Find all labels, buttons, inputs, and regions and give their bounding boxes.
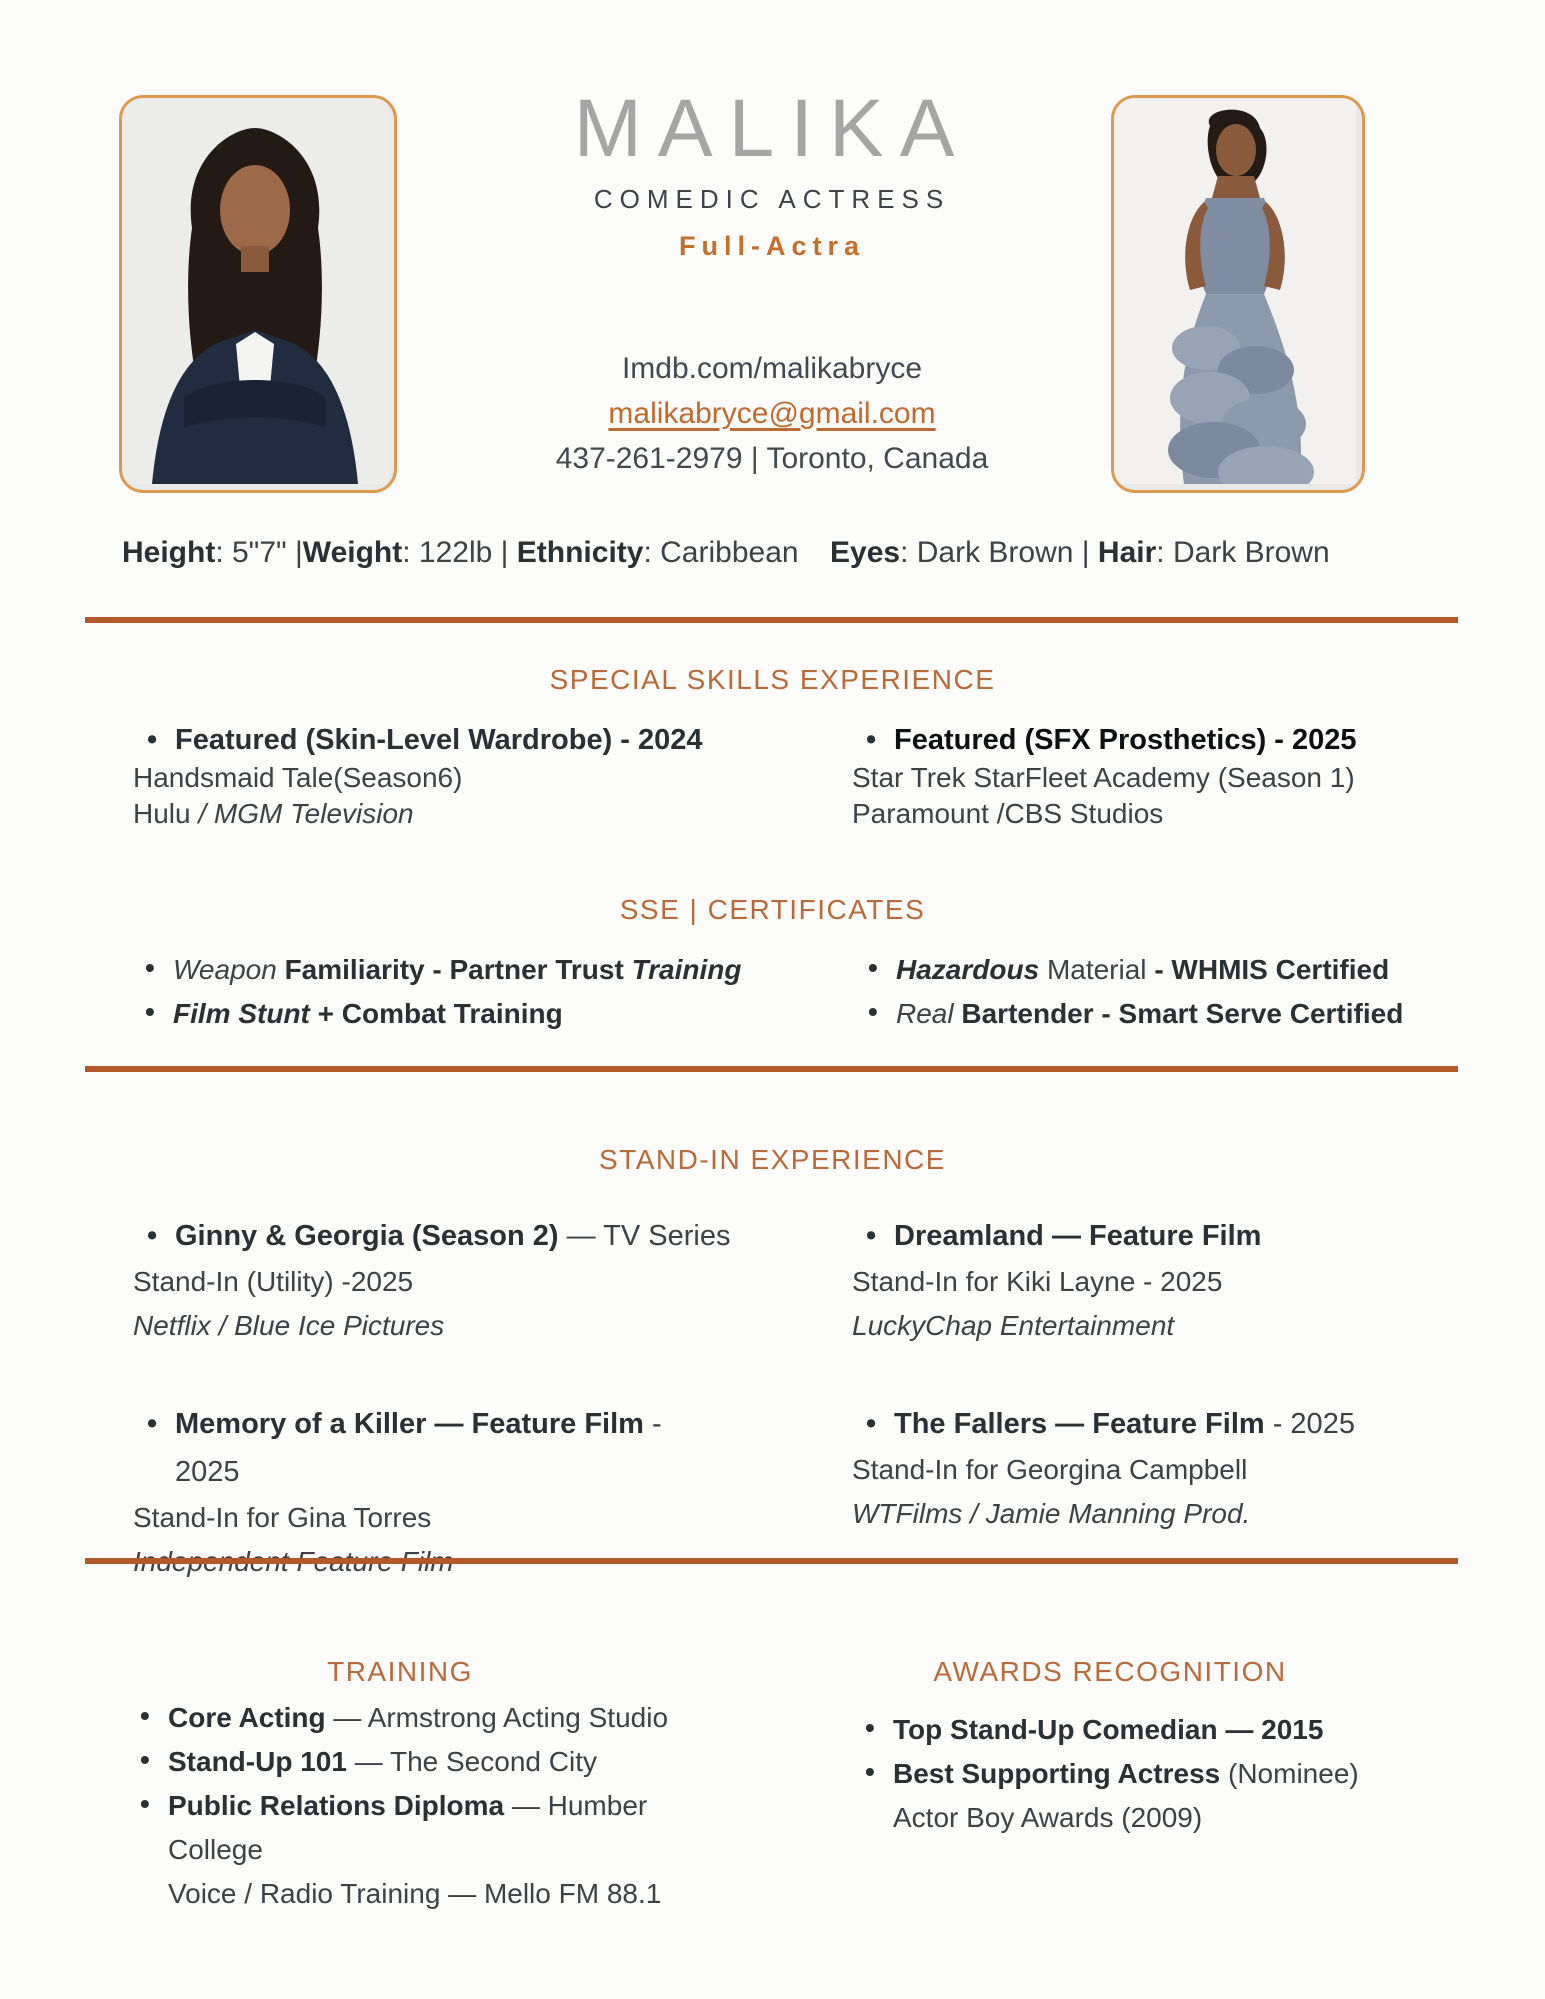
credit-entry bbox=[133, 1400, 733, 1584]
credit-line: Paramount /CBS Studios bbox=[852, 798, 1164, 829]
certificate-item: • Hazardous Material - WHMIS Certified bbox=[848, 948, 1468, 992]
credit-title: • Dreamland — Feature Film bbox=[852, 1212, 1452, 1260]
credit-entry bbox=[133, 720, 733, 832]
section-title-special-skills: SPECIAL SKILLS EXPERIENCE bbox=[549, 664, 996, 695]
credit-line: Stand-In for Georgina Campbell bbox=[852, 1454, 1248, 1485]
gown-photo bbox=[1111, 95, 1365, 493]
divider-middle bbox=[85, 1066, 1458, 1072]
award-item: • Top Stand-Up Comedian — 2015 bbox=[845, 1708, 1465, 1752]
credit-title: • Ginny & Georgia (Season 2) — TV Series bbox=[133, 1212, 733, 1260]
credit-line: Netflix / Blue Ice Pictures bbox=[133, 1310, 445, 1341]
section-title-standin: STAND-IN EXPERIENCE bbox=[599, 1144, 946, 1175]
credit-title: • Memory of a Killer — Feature Film - 2025 bbox=[133, 1400, 733, 1496]
union-status: Full-Actra bbox=[678, 231, 865, 261]
credit-line: WTFilms / Jamie Manning Prod. bbox=[852, 1498, 1251, 1529]
headshot-photo bbox=[119, 95, 397, 493]
credit-line: Handsmaid Tale(Season6) bbox=[133, 762, 463, 793]
credit-line: Star Trek StarFleet Academy (Season 1) bbox=[852, 762, 1355, 793]
credit-line: Stand-In for Gina Torres bbox=[133, 1502, 432, 1533]
credit-line: Hulu / MGM Television bbox=[133, 798, 414, 829]
certificate-item: • Real Bartender - Smart Serve Certified bbox=[848, 992, 1468, 1036]
certificates-list-right bbox=[848, 948, 1468, 1036]
credit-title: • Featured (Skin-Level Wardrobe) - 2024 bbox=[133, 720, 733, 760]
page-title: MALIKA bbox=[573, 83, 971, 174]
credit-entry bbox=[133, 1212, 733, 1348]
credit-line: Stand-In for Kiki Layne - 2025 bbox=[852, 1266, 1223, 1297]
training-item: • Public Relations Diploma — Humber College bbox=[120, 1784, 740, 1872]
stats-appearance: Eyes: Dark Brown | Hair: Dark Brown bbox=[830, 536, 1330, 569]
credit-title: • Featured (SFX Prosthetics) - 2025 bbox=[852, 720, 1452, 760]
stats-physical: Height: 5"7" |Weight: 122lb | Ethnicity: Caribbean bbox=[122, 536, 799, 569]
credit-line: Stand-In (Utility) -2025 bbox=[133, 1266, 414, 1297]
section-title-awards: AWARDS RECOGNITION bbox=[933, 1656, 1287, 1687]
email-link[interactable]: malikabryce@gmail.com bbox=[608, 397, 936, 430]
credit-entry bbox=[852, 720, 1452, 832]
header-block bbox=[422, 83, 1122, 481]
credit-entry bbox=[852, 1212, 1452, 1348]
divider-top bbox=[85, 617, 1458, 623]
training-list bbox=[120, 1696, 740, 1916]
credit-title: • The Fallers — Feature Film - 2025 bbox=[852, 1400, 1452, 1448]
training-item-continuation: Voice / Radio Training — Mello FM 88.1 bbox=[168, 1878, 662, 1909]
training-item: • Stand-Up 101 — The Second City bbox=[120, 1740, 740, 1784]
credit-entry bbox=[852, 1400, 1452, 1536]
divider-bottom bbox=[85, 1558, 1458, 1564]
certificate-item: • Film Stunt + Combat Training bbox=[125, 992, 745, 1036]
certificate-item: • Weapon Familiarity - Partner Trust Training bbox=[125, 948, 745, 992]
imdb-line: Imdb.com/malikabryce bbox=[621, 352, 923, 385]
contact-block bbox=[422, 346, 1122, 481]
certificates-list-left bbox=[125, 948, 745, 1036]
headshot-illustration bbox=[122, 98, 388, 484]
credit-line: LuckyChap Entertainment bbox=[852, 1310, 1175, 1341]
section-title-training: TRAINING bbox=[327, 1656, 473, 1687]
phone-location: 437-261-2979 | Toronto, Canada bbox=[555, 442, 989, 475]
awards-list bbox=[845, 1708, 1465, 1840]
gown-illustration bbox=[1114, 98, 1356, 484]
award-item: • Best Supporting Actress (Nominee) bbox=[845, 1752, 1465, 1796]
role-subtitle: COMEDIC ACTRESS bbox=[593, 184, 951, 214]
section-title-certificates: SSE | CERTIFICATES bbox=[619, 894, 926, 925]
training-item: • Core Acting — Armstrong Acting Studio bbox=[120, 1696, 740, 1740]
award-item-continuation: Actor Boy Awards (2009) bbox=[893, 1802, 1203, 1833]
